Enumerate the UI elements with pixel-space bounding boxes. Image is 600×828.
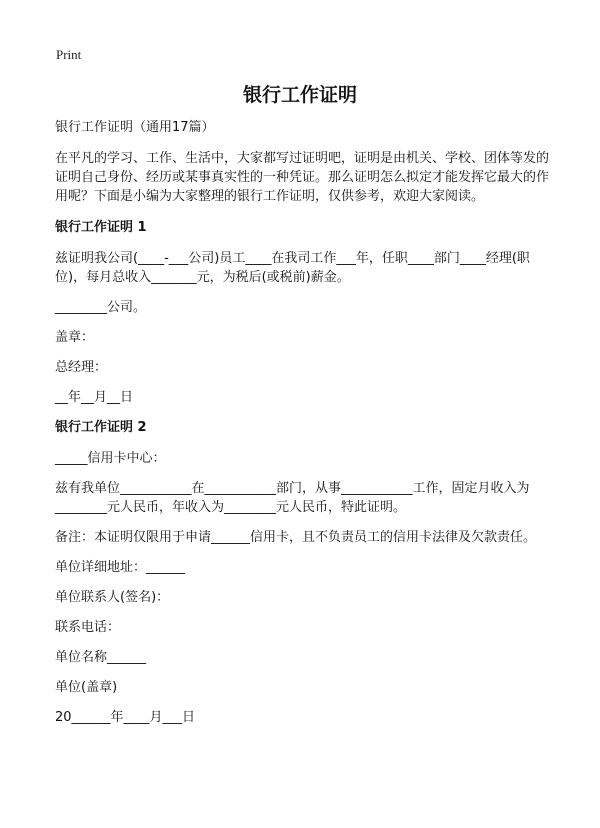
section-2-contact-line: 单位联系人(签名)： <box>55 590 170 605</box>
section-2-recipient-line: _____信用卡中心： <box>55 451 166 466</box>
section-2-body: 兹有我单位___________在___________部门，从事___________工作，固定月收入为________元人民币，年收入为________元人民币，特此证明。 <box>55 481 530 515</box>
section-1-body: 兹证明我公司(____-___公司)员工____在我司工作___年，任职____部门____经理(职位)，每月总收入_______元，为税后(或税前)薪金。 <box>55 251 530 285</box>
section-2-address-line: 单位详细地址：______ <box>55 560 186 575</box>
document-body <box>55 118 555 738</box>
intro-paragraph: 在平凡的学习、工作、生活中，大家都写过证明吧，证明是由机关、学校、团体等发的证明自己身份、经历或某事真实性的一种凭证。那么证明怎么拟定才能发挥它最大的作用呢？下面是小编为大家整理的银行工作证明，仅供参考，欢迎大家阅读。 <box>55 151 550 204</box>
document-title: 银行工作证明 <box>242 84 357 106</box>
document-subtitle: 银行工作证明（通用17篇） <box>55 120 215 135</box>
section-2-unit-name-line: 单位名称______ <box>55 650 147 665</box>
section-1-seal-line: 盖章： <box>55 330 95 345</box>
section-1-date-line: __年__月__日 <box>55 390 134 405</box>
section-2-phone-line: 联系电话： <box>55 620 121 635</box>
section-2-heading: 银行工作证明 2 <box>55 420 147 435</box>
section-2-note: 备注：本证明仅限用于申请______信用卡，且不负责员工的信用卡法律及欠款责任。 <box>55 530 537 545</box>
section-1-manager-line: 总经理： <box>55 360 108 375</box>
print-link[interactable]: Print <box>56 47 82 62</box>
section-1-heading: 银行工作证明 1 <box>55 220 147 235</box>
section-1-company-line: ________公司。 <box>55 300 147 315</box>
section-2-unit-seal-line: 单位(盖章) <box>55 680 118 695</box>
section-2-date-line: 20______年____月___日 <box>55 710 196 725</box>
